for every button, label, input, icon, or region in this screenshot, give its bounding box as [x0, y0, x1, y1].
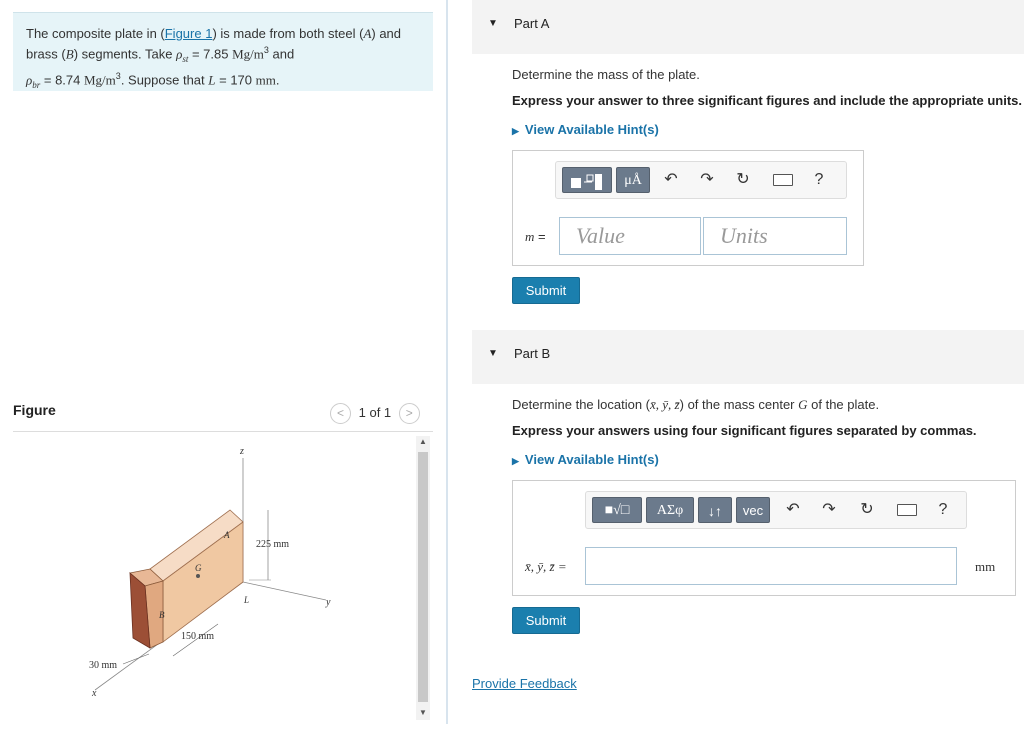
part-a-hint-link[interactable]: ▶ View Available Hint(s)	[512, 122, 659, 137]
units-symbol-button[interactable]: μÅ	[616, 167, 650, 193]
expand-icon: ▶	[512, 456, 519, 466]
reset-icon[interactable]: ↻	[860, 501, 874, 518]
figure-scrollbar[interactable]	[416, 436, 430, 720]
reset-icon[interactable]: ↻	[736, 171, 750, 188]
dim-30-line	[123, 654, 149, 664]
part-b-toolbar	[585, 491, 967, 529]
part-b-instruction: Express your answers using four significant figures separated by commas.	[512, 423, 977, 438]
label-z: z	[240, 446, 244, 457]
part-b-header[interactable]	[472, 330, 1024, 384]
part-a-submit-button[interactable]: Submit	[512, 277, 580, 304]
label-l: L	[244, 595, 250, 605]
label-b: B	[159, 610, 165, 620]
label-g: G	[195, 563, 202, 573]
part-b-submit-button[interactable]: Submit	[512, 607, 580, 634]
part-a-toolbar	[555, 161, 847, 199]
composite-plate-diagram	[13, 432, 413, 724]
pager-count: 1 of 1	[358, 404, 392, 420]
mass-center-dot	[196, 574, 200, 578]
keyboard-icon[interactable]	[896, 498, 918, 522]
right-panel	[448, 0, 1024, 724]
label-30mm: 30 mm	[89, 660, 118, 671]
scrollbar-thumb[interactable]	[418, 452, 428, 702]
part-b-hint-link[interactable]: ▶ View Available Hint(s)	[512, 452, 659, 467]
value-input[interactable]: Value	[559, 217, 701, 255]
redo-icon[interactable]: ↷	[700, 171, 714, 188]
provide-feedback-link[interactable]: Provide Feedback	[472, 676, 577, 691]
square-icon: ■	[604, 503, 614, 518]
part-a-title: Part A	[514, 16, 550, 31]
label-y: y	[326, 597, 331, 608]
centroid-input[interactable]	[585, 547, 957, 585]
templates-button[interactable]: ■√□	[592, 497, 642, 523]
label-a: A	[224, 530, 230, 540]
undo-icon[interactable]: ↶	[664, 171, 678, 188]
figure-title: Figure	[13, 402, 56, 418]
part-a-answer-box	[512, 150, 864, 266]
templates-button[interactable]	[562, 167, 612, 193]
part-b-title: Part B	[514, 346, 551, 361]
units-label: mm	[975, 559, 996, 574]
label-x: x	[92, 688, 97, 699]
figure-link[interactable]: Figure 1	[164, 26, 213, 41]
collapse-icon[interactable]: ▼	[488, 18, 498, 29]
part-a-instruction: Express your answer to three significant figures and include the appropriate units.	[512, 93, 1022, 108]
help-icon[interactable]: ?	[938, 501, 948, 518]
templates-icon	[565, 172, 609, 192]
part-a-header[interactable]	[472, 0, 1024, 54]
figure-pager	[330, 403, 420, 424]
part-b-answer-box	[512, 480, 1016, 596]
y-axis	[243, 582, 326, 600]
help-icon[interactable]: ?	[814, 171, 824, 188]
arrows-button[interactable]: ↓↑	[698, 497, 732, 523]
vec-button[interactable]: vec	[736, 497, 770, 523]
units-input[interactable]: Units	[703, 217, 847, 255]
greek-button[interactable]: ΑΣφ	[646, 497, 694, 523]
next-figure-button[interactable]: >	[399, 403, 420, 424]
part-a-variable: m =	[525, 229, 546, 244]
scroll-up-icon[interactable]: ▲	[419, 437, 427, 446]
problem-statement: The composite plate in (Figure 1) is made from both steel (A) and brass (B) segments. Take $\rho_{st} = 7.85$ $Mg/m^3$ and $\rho_{br} = 8.74$ $Mg/m^3$. Suppose that L = 170 mm.	[13, 12, 433, 91]
redo-icon[interactable]: ↷	[822, 501, 836, 518]
part-b-question: Determine the location (x̄, ȳ, z̄) of the mass center G of the plate.	[512, 397, 880, 412]
expand-icon: ▶	[512, 126, 519, 136]
left-panel	[0, 0, 446, 724]
label-150mm: 150 mm	[181, 631, 215, 642]
collapse-icon[interactable]: ▼	[488, 348, 498, 359]
scroll-down-icon[interactable]: ▼	[419, 708, 427, 717]
box-icon: □	[620, 503, 630, 518]
label-225mm: 225 mm	[256, 539, 290, 550]
figure-area	[13, 432, 413, 724]
part-b-variables: x̄, ȳ, z̄ =	[525, 559, 567, 574]
prev-figure-button[interactable]: <	[330, 403, 351, 424]
keyboard-icon[interactable]	[772, 168, 794, 192]
part-a-question: Determine the mass of the plate.	[512, 67, 700, 82]
undo-icon[interactable]: ↶	[786, 501, 800, 518]
